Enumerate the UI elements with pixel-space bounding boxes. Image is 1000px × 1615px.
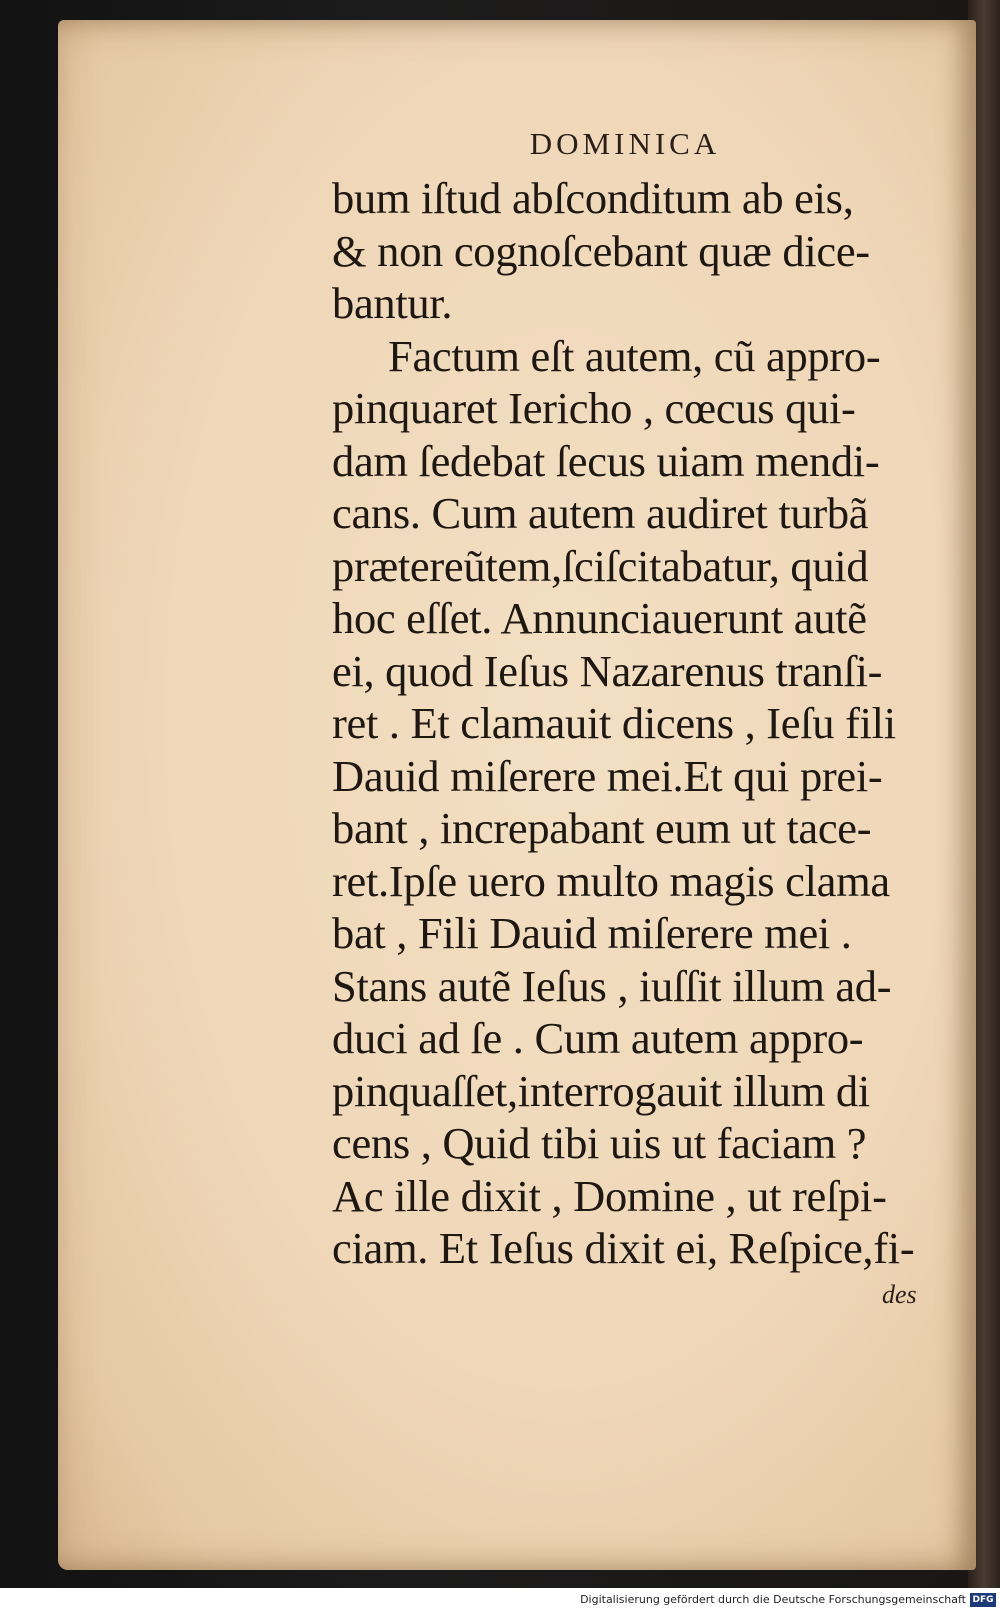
funding-credit: Digitalisierung gefördert durch die Deutsche Forschungsgemeinschaft (580, 1593, 966, 1606)
text-line: Factum eſt autem, cũ appro- (388, 330, 881, 381)
text-line: bum iſtud abſconditum ab eis, (332, 173, 854, 223)
text-line: bantur. (332, 278, 453, 328)
text-line: pinquaſſet,interrogauit illum di (332, 1065, 870, 1116)
text-line: duci ad ſe . Cum autem appro- (332, 1013, 864, 1063)
text-line: & non cognoſcebant quæ dice- (332, 225, 870, 276)
text-line: Stans autẽ Ieſus , iuſſit illum ad- (332, 960, 892, 1011)
dfg-logo-icon: DFG (970, 1593, 996, 1607)
text-line: bant , increpabant eum ut tace- (332, 803, 872, 853)
text-line: ciam. Et Ieſus dixit ei, Reſpice,fi- (332, 1223, 915, 1273)
text-line: hoc eſſet. Annunciauerunt autẽ (332, 593, 867, 643)
text-line: cens , Quid tibi uis ut faciam ? (332, 1118, 867, 1168)
running-title: DOMINICA (529, 126, 721, 161)
text-line: Ac ille dixit , Domine , ut reſpi- (332, 1170, 887, 1221)
footer-credit-bar (0, 1590, 1000, 1615)
text-line: cans. Cum autem audiret turbã (332, 488, 869, 538)
text-line: ret . Et clamauit dicens , Ieſu fili (332, 698, 896, 748)
text-block (332, 172, 952, 1275)
text-line: ret.Ipſe uero multo magis clama (332, 855, 890, 906)
text-line: ei, quod Ieſus Nazarenus tranſi- (332, 645, 883, 696)
text-line: dam ſedebat ſecus uiam mendi- (332, 435, 880, 486)
text-line: pinquaret Iericho , cœcus qui- (332, 383, 856, 433)
text-line: Dauid miſerere mei.Et qui prei- (332, 750, 883, 801)
text-line: bat , Fili Dauid miſerere mei . (332, 908, 852, 958)
text-line: prætereũtem,ſciſcitabatur, quid (332, 540, 869, 591)
catchword: des (882, 1280, 917, 1309)
